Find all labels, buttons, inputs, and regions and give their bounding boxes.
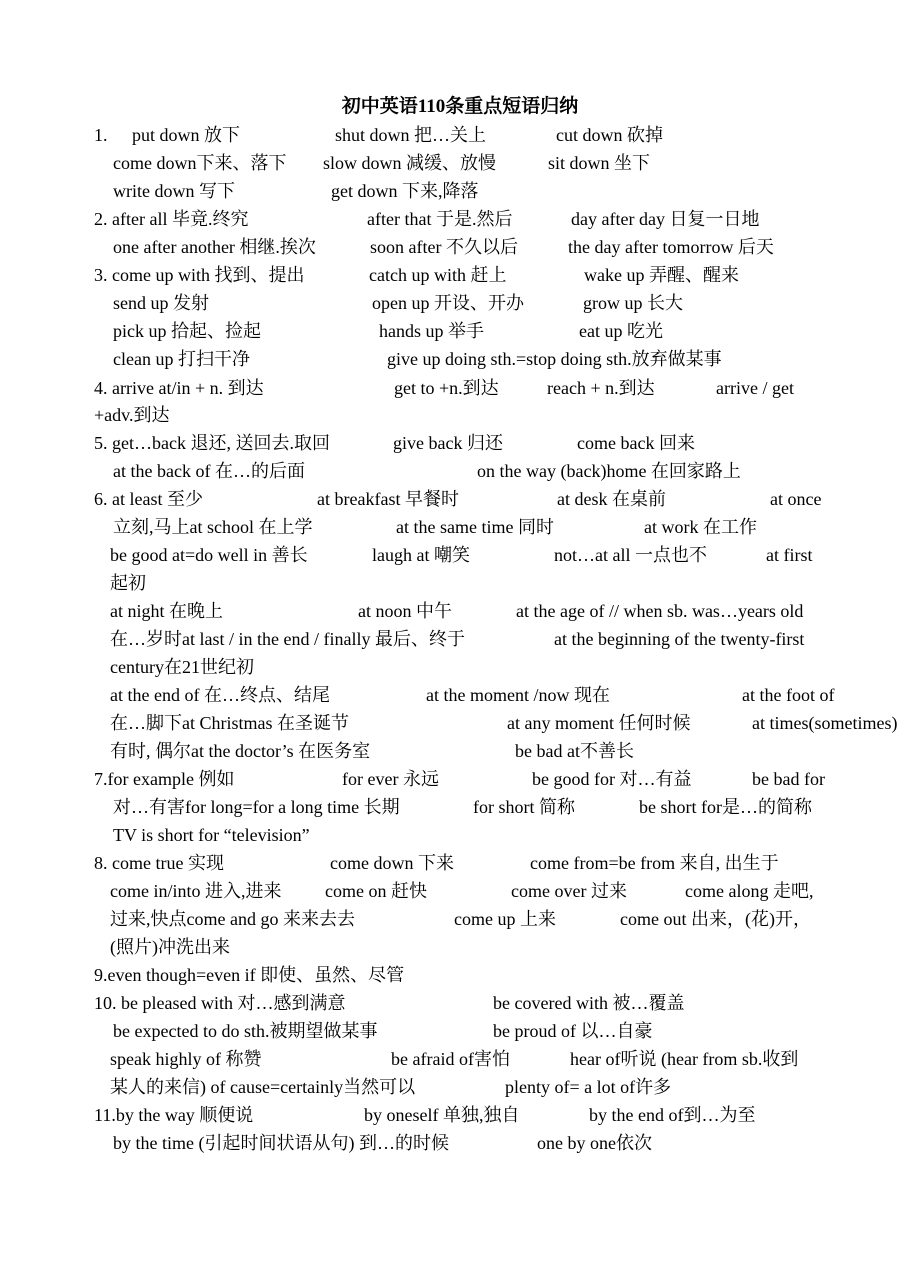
phrase: come on 赶快 (325, 881, 427, 901)
phrase: day after day 日复一日地 (571, 209, 760, 229)
phrase: 3. come up with 找到、提出 (94, 265, 305, 285)
phrase: (照片)冲洗出来 (110, 937, 230, 957)
phrase: one after another 相继.挨次 (113, 237, 316, 257)
phrase: one by one依次 (537, 1133, 652, 1153)
phrase: pick up 拾起、捡起 (113, 321, 261, 341)
phrase: come up 上来 (454, 909, 556, 929)
phrase: send up 发射 (113, 293, 209, 313)
phrase: at work 在工作 (644, 517, 757, 537)
phrase: at the moment /now 现在 (426, 685, 610, 705)
phrase: not…at all 一点也不 (554, 545, 707, 565)
phrase: come down 下来 (330, 853, 454, 873)
phrase: 立刻,马上at school 在上学 (113, 517, 313, 537)
phrase: at the end of 在…终点、结尾 (110, 685, 330, 705)
phrase: 起初 (110, 573, 146, 593)
phrase: at the foot of (742, 685, 835, 705)
phrase: century在21世纪初 (110, 657, 254, 677)
phrase: hands up 举手 (379, 321, 484, 341)
phrase: 7.for example 例如 (94, 769, 235, 789)
phrase: come out 出来，(花)开， (620, 909, 811, 929)
phrase: at breakfast 早餐时 (317, 489, 459, 509)
phrase: 9.even though=even if 即使、虽然、尽管 (94, 965, 405, 985)
phrase: hear of听说 (hear from sb.收到 (570, 1049, 799, 1069)
phrase: 8. come true 实现 (94, 853, 224, 873)
phrase: come over 过来 (511, 881, 627, 901)
phrase: arrive / get (716, 378, 794, 398)
phrase: wake up 弄醒、醒来 (584, 265, 739, 285)
phrase: 某人的来信) of cause=certainly当然可以 (110, 1077, 416, 1097)
phrase: give back 归还 (393, 433, 503, 453)
phrase: 5. get…back 退还, 送回去.取回 (94, 433, 330, 453)
phrase: at night 在晚上 (110, 601, 223, 621)
phrase: at any moment 任何时候 (507, 713, 691, 733)
phrase: by the end of到…为至 (589, 1105, 756, 1125)
phrase: be short for是…的简称 (639, 797, 812, 817)
phrase: come in/into 进入,进来 (110, 881, 282, 901)
phrase: put down 放下 (132, 125, 240, 145)
phrase: come from=be from 来自, 出生于 (530, 853, 779, 873)
phrase: 在…脚下at Christmas 在圣诞节 (110, 713, 349, 733)
phrase: be expected to do sth.被期望做某事 (113, 1021, 378, 1041)
phrase: by the time (引起时间状语从句) 到…的时候 (113, 1133, 449, 1153)
phrase: by oneself 单独,独自 (364, 1105, 520, 1125)
phrase: be bad for (752, 769, 825, 789)
phrase: at the same time 同时 (396, 517, 554, 537)
document-title: 初中英语110条重点短语归纳 (341, 96, 579, 117)
phrase: sit down 坐下 (548, 153, 651, 173)
phrase: 1. (94, 125, 108, 145)
phrase: come back 回来 (577, 433, 695, 453)
phrase: get to +n.到达 (394, 378, 499, 398)
phrase: be covered with 被…覆盖 (493, 993, 685, 1013)
phrase: catch up with 赶上 (369, 265, 507, 285)
phrase: 在…岁时at last / in the end / finally 最后、终于 (110, 629, 465, 649)
phrase: reach + n.到达 (547, 378, 655, 398)
phrase: at the back of 在…的后面 (113, 461, 305, 481)
phrase: at first (766, 545, 813, 565)
phrase: cut down 砍掉 (556, 125, 663, 145)
phrase: soon after 不久以后 (370, 237, 518, 257)
phrase: +adv.到达 (94, 405, 170, 425)
phrase: 对…有害for long=for a long time 长期 (113, 797, 400, 817)
phrase: shut down 把…关上 (335, 125, 487, 145)
phrase: on the way (back)home 在回家路上 (477, 461, 741, 481)
phrase: for short 简称 (473, 797, 575, 817)
phrase: grow up 长大 (583, 293, 683, 313)
phrase: at times(sometimes) (752, 713, 898, 733)
phrase: 11.by the way 顺便说 (94, 1105, 254, 1125)
phrase: come along 走吧, (685, 881, 814, 901)
phrase: be good for 对…有益 (532, 769, 692, 789)
phrase: write down 写下 (113, 181, 235, 201)
phrase: at noon 中午 (358, 601, 452, 621)
phrase: plenty of= a lot of许多 (505, 1077, 672, 1097)
phrase: 6. at least 至少 (94, 489, 203, 509)
phrase: at desk 在桌前 (557, 489, 666, 509)
phrase: be proud of 以…自豪 (493, 1021, 653, 1041)
phrase: at once (770, 489, 822, 509)
phrase: 4. arrive at/in + n. 到达 (94, 378, 264, 398)
phrase: get down 下来,降落 (331, 181, 479, 201)
phrase: give up doing sth.=stop doing sth.放弃做某事 (387, 349, 722, 369)
phrase: be good at=do well in 善长 (110, 545, 308, 565)
phrase: slow down 减缓、放慢 (323, 153, 497, 173)
phrase: 2. after all 毕竟.终究 (94, 209, 249, 229)
phrase: laugh at 嘲笑 (372, 545, 470, 565)
phrase: be bad at不善长 (515, 741, 634, 761)
phrase: at the beginning of the twenty-first (554, 629, 805, 649)
phrase: TV is short for “television” (113, 825, 310, 845)
phrase: open up 开设、开办 (372, 293, 524, 313)
phrase: speak highly of 称赞 (110, 1049, 262, 1069)
phrase: 有时, 偶尔at the doctor’s 在医务室 (110, 741, 371, 761)
phrase: for ever 永远 (342, 769, 439, 789)
phrase: come down下来、落下 (113, 153, 287, 173)
phrase: after that 于是.然后 (367, 209, 513, 229)
phrase: eat up 吃光 (579, 321, 663, 341)
phrase: 过来,快点come and go 来来去去 (110, 909, 355, 929)
phrase: be afraid of害怕 (391, 1049, 510, 1069)
phrase: the day after tomorrow 后天 (568, 237, 774, 257)
phrase: clean up 打扫干净 (113, 349, 250, 369)
phrase: at the age of // when sb. was…years old (516, 601, 804, 621)
phrase: 10. be pleased with 对…感到满意 (94, 993, 346, 1013)
